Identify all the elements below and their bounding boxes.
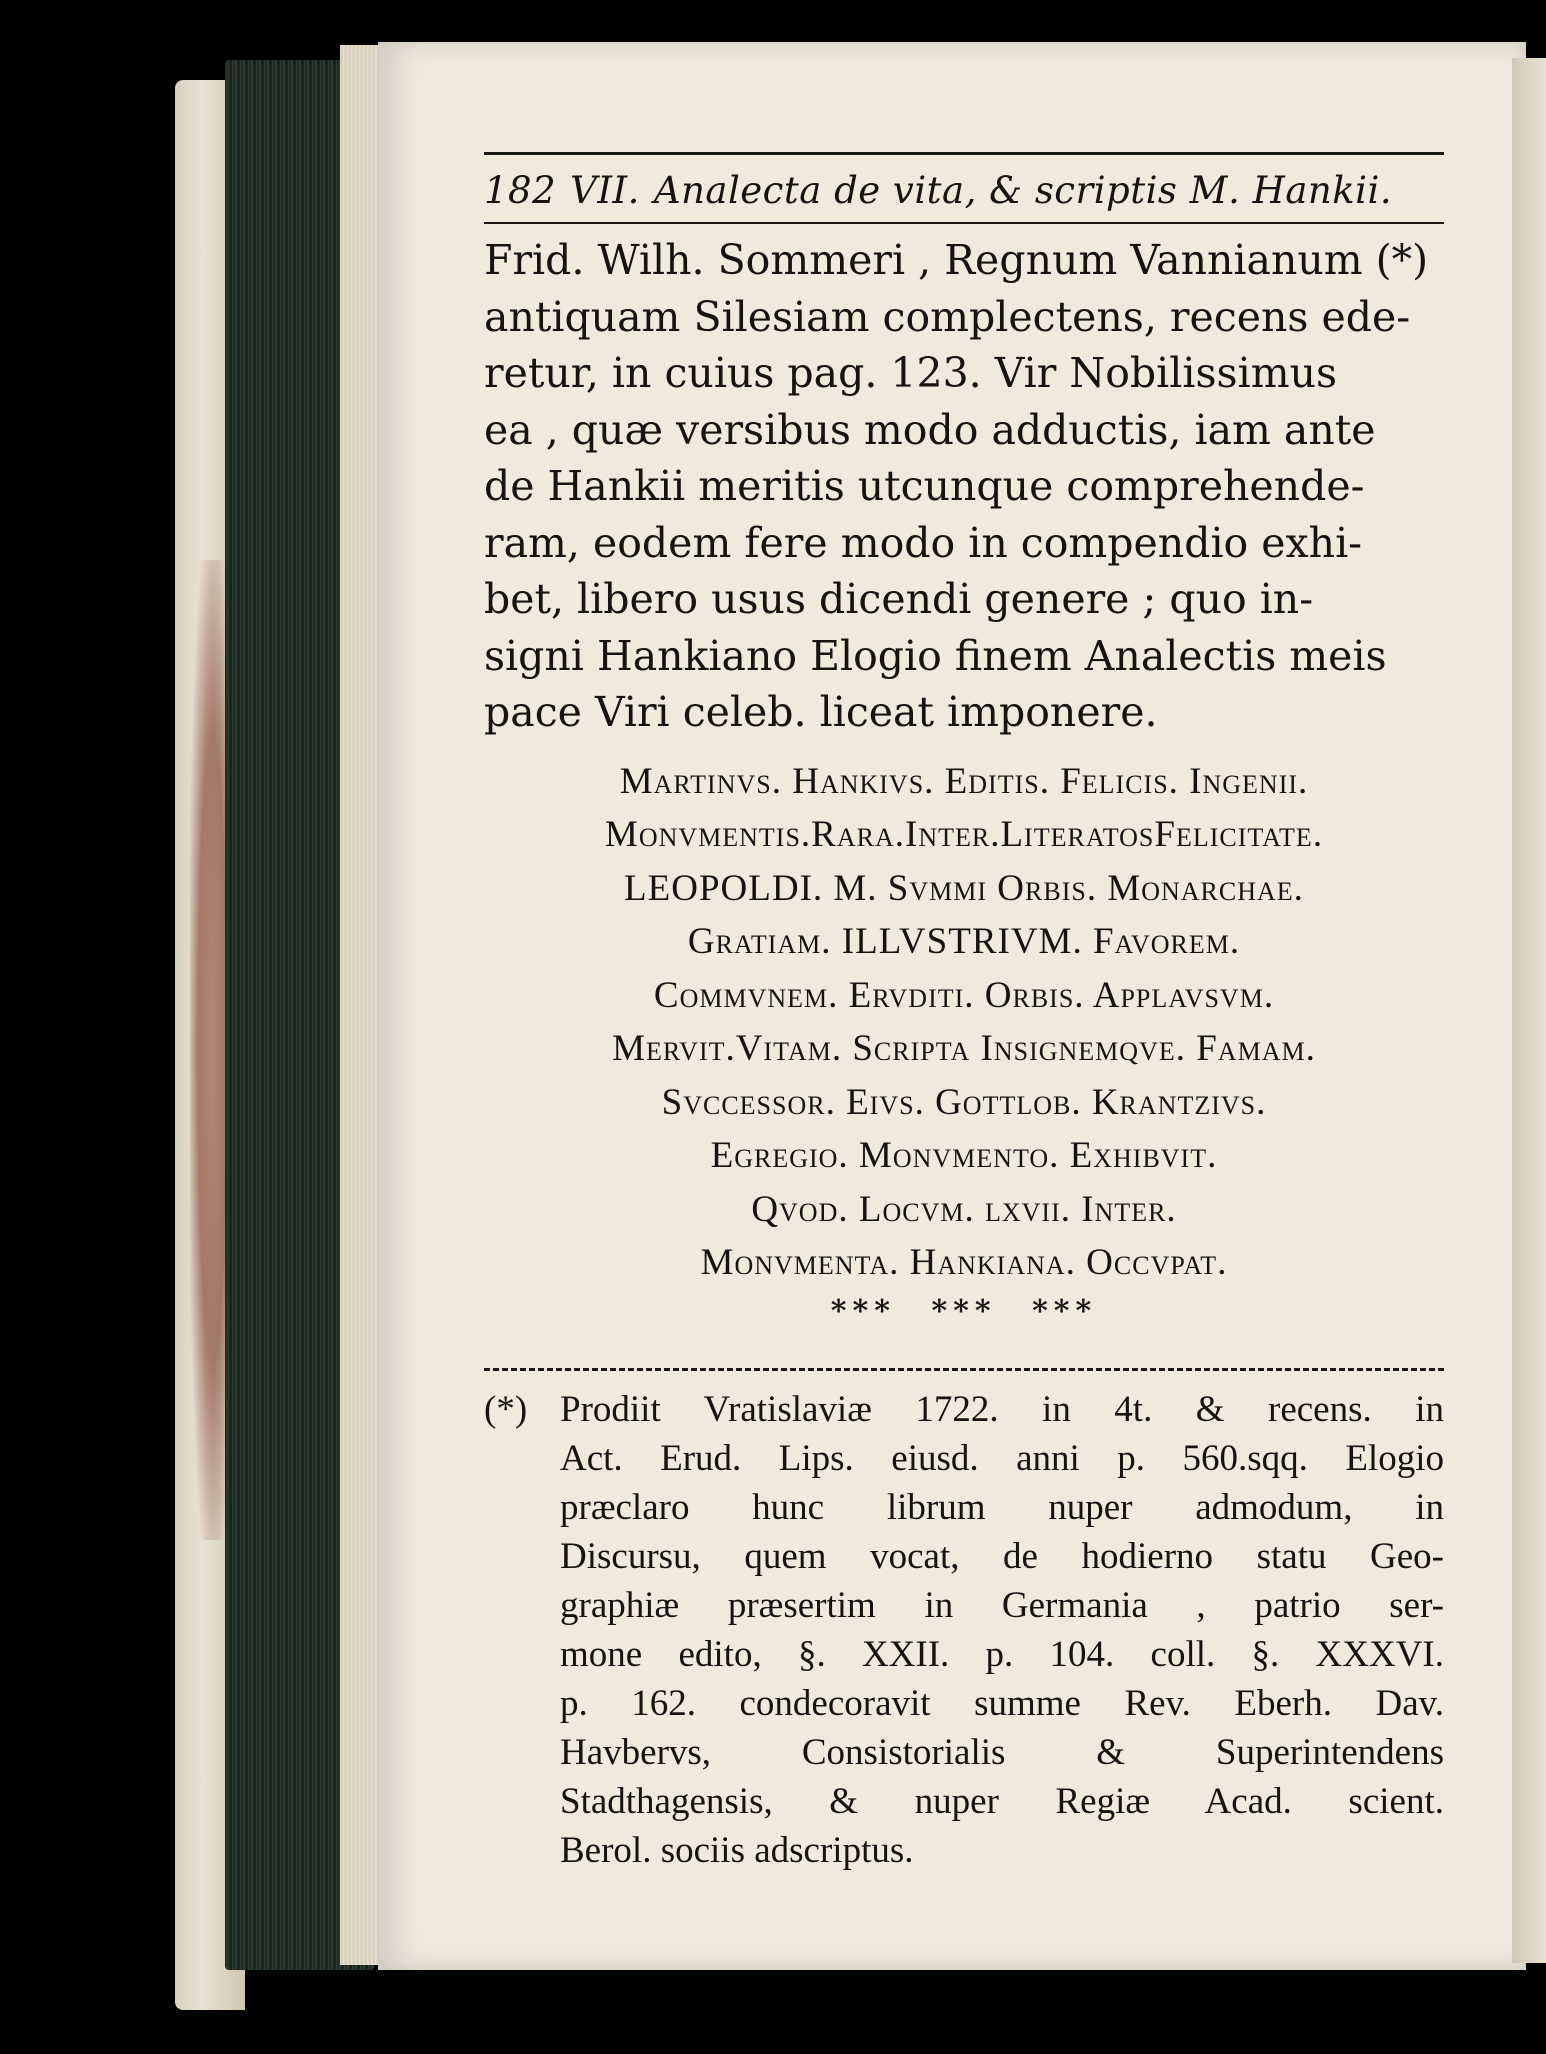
footnote-line: mone edito, §. XXII. p. 104. coll. §. XXXVI. [560,1633,1444,1675]
footnote-line: Havbervs, Consistorialis & Superintendens [560,1731,1444,1773]
epitaph-inscription [484,755,1444,1290]
body-line: ea , quæ versibus modo adductis, iam ante [484,405,1376,454]
inscription-line: Commvnem. Ervditi. Orbis. Applavsvm. [653,974,1275,1016]
asterism-ornament [484,1292,1444,1332]
body-line: Frid. Wilh. Sommeri , Regnum Vannianum (*) [484,236,1429,284]
body-line: ram, eodem fere modo in compendio exhi- [484,518,1363,567]
header-rule-bottom [484,222,1444,224]
footnote-line: Discursu, quem vocat, de hodierno statu Geo- [560,1535,1444,1577]
footnote-line: Prodiit Vratislaviæ 1722. in 4t. & recens. in [560,1388,1444,1430]
running-header [484,169,1444,212]
asterism-star: * [931,1293,954,1329]
footnote-line: Berol. sociis adscriptus. [560,1829,914,1871]
footnote-line: graphiæ præsertim in Germania , patrio ser- [560,1584,1444,1626]
body-line: antiquam Silesiam complectens, recens ede- [484,292,1411,341]
asterism-star: * [1053,1293,1076,1329]
chapter-number: VII. [570,169,640,212]
footnote-line: Stadthagensis, & nuper Regiæ Acad. scient. [560,1780,1444,1822]
inscription-line: LEOPOLDI. M. Svmmi Orbis. Monarchae. [624,867,1304,909]
header-rule-top [484,152,1444,155]
inscription-line: Martinvs. Hankivs. Editis. Felicis. Ingenii. [619,760,1309,802]
footnote [484,1385,1444,1875]
inscription-line: Mervit.Vitam. Scripta Insignemqve. Famam. [612,1028,1316,1069]
inscription-line: Qvod. Locvm. lxvii. Inter. [751,1188,1177,1230]
asterism-star: * [830,1293,853,1329]
asterism-star: * [1032,1293,1054,1329]
asterism-star: * [953,1293,975,1329]
footnote-line: Act. Erud. Lips. eiusd. anni p. 560.sqq. Elogio [560,1437,1444,1479]
body-line: retur, in cuius pag. 123. Vir Nobilissimus [484,349,1338,397]
page-text-block [484,152,1444,1875]
footnote-mark: (*) [484,1388,528,1430]
footnote-line: p. 162. condecoravit summe Rev. Eberh. Dav. [560,1682,1444,1724]
inscription-line: Egregio. Monvmento. Exhibvit. [710,1135,1218,1176]
inscription-line: Svccessor. Eivs. Gottlob. Krantzivs. [661,1081,1267,1123]
body-paragraph [484,232,1444,741]
footnote-rule [484,1368,1444,1371]
asterism-group [931,1294,1012,1329]
running-title: Analecta de vita, & scriptis M. Hankii. [653,169,1393,212]
body-line: bet, libero usus dicendi genere ; quo in- [484,575,1314,623]
asterism-star: * [1075,1293,1098,1329]
asterism-star: * [874,1293,896,1329]
inscription-line: Monvmentis.Rara.Inter.LiteratosFelicitate. [604,814,1324,855]
asterism-star: * [852,1293,875,1329]
footnote-line: præclaro hunc librum nuper admodum, in [560,1486,1444,1528]
asterism-star: * [974,1293,997,1329]
inscription-line: Monvmenta. Hankiana. Occvpat. [700,1242,1228,1283]
page-number: 182 [484,169,557,212]
asterism-group [831,1294,912,1329]
facing-page-edge [1512,58,1546,1963]
body-line: pace Viri celeb. liceat imponere. [484,688,1158,736]
body-line: signi Hankiano Elogio finem Analectis meis [484,631,1387,680]
inscription-line: Gratiam. ILLVSTRIVM. Favorem. [687,921,1241,962]
asterism-group [1032,1294,1097,1329]
body-line: de Hankii meritis utcunque comprehende- [484,462,1365,510]
